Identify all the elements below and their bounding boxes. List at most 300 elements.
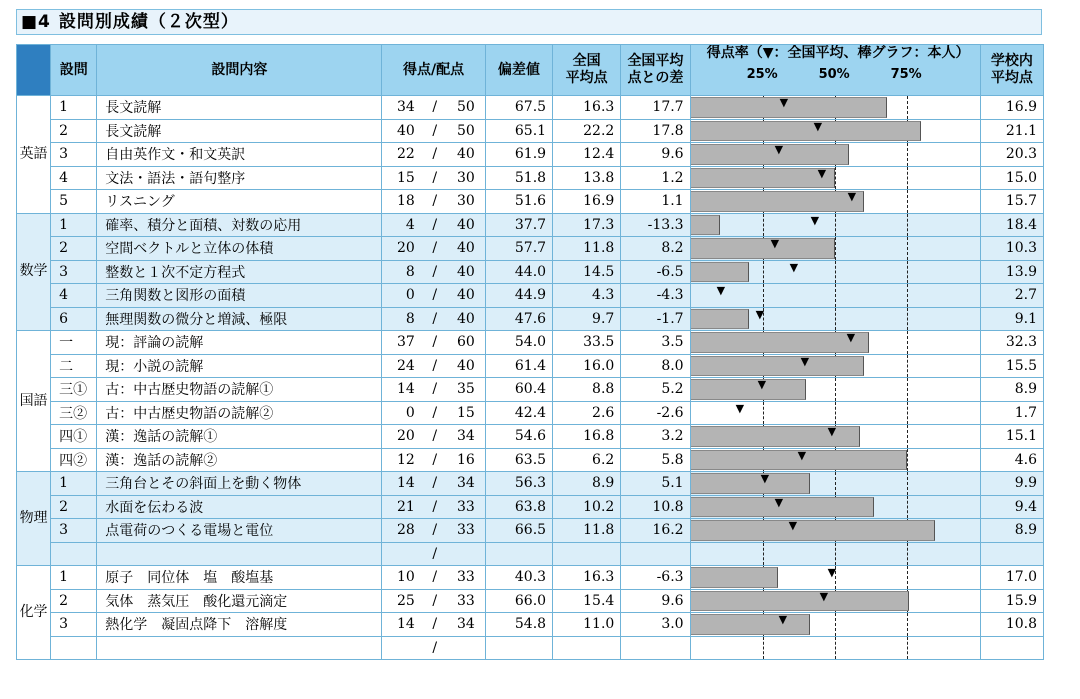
rate-bar-cell xyxy=(690,96,980,120)
score-rate-bar xyxy=(691,567,778,588)
question-number: 3 xyxy=(51,143,97,167)
national-average xyxy=(553,636,621,660)
score-cell xyxy=(382,331,485,355)
rate-ticks xyxy=(697,66,980,84)
deviation-value: 56.3 xyxy=(485,472,552,496)
score-max: 40 xyxy=(456,287,475,303)
score-cell xyxy=(382,542,485,566)
subject-label: 数学 xyxy=(17,213,51,331)
difference-value: 3.5 xyxy=(621,331,690,355)
score-max: 50 xyxy=(456,122,475,139)
school-average: 20.3 xyxy=(980,143,1043,167)
score-rate-bar xyxy=(691,144,849,165)
national-average: 10.2 xyxy=(553,495,621,519)
table-row xyxy=(17,143,1044,167)
score-max: 15 xyxy=(456,404,475,421)
deviation-value: 61.9 xyxy=(485,143,552,167)
score-got: 20 xyxy=(396,240,415,256)
rate-bar-cell xyxy=(690,472,980,496)
reference-line xyxy=(763,637,764,660)
national-average-marker: ▼ xyxy=(755,307,765,321)
table-row xyxy=(17,425,1044,449)
score-rate-bar xyxy=(691,215,720,236)
school-average: 15.0 xyxy=(980,166,1043,190)
school-average: 8.9 xyxy=(980,519,1043,543)
national-average: 22.2 xyxy=(553,119,621,143)
national-average: 4.3 xyxy=(553,284,621,308)
national-average: 17.3 xyxy=(553,213,621,237)
question-content: 熱化学 凝固点降下 溶解度 xyxy=(97,613,382,637)
question-content: 確率、積分と面積、対数の応用 xyxy=(97,213,382,237)
school-average: 15.1 xyxy=(980,425,1043,449)
deviation-value: 42.4 xyxy=(485,401,552,425)
section-title-text: 設問別成績（２次型） xyxy=(58,12,239,32)
score-cell xyxy=(382,284,485,308)
reference-line xyxy=(907,378,908,401)
header-national-average: 全国 平均点 xyxy=(553,45,621,96)
score-rate-bar xyxy=(691,168,835,189)
question-content: 漢：逸話の読解① xyxy=(97,425,382,449)
score-got: 22 xyxy=(396,146,415,162)
rate-bar-cell xyxy=(690,260,980,284)
national-average: 11.0 xyxy=(553,613,621,637)
reference-line xyxy=(763,214,764,237)
school-average: 10.8 xyxy=(980,613,1043,637)
national-average-marker: ▼ xyxy=(797,448,807,462)
score-cell xyxy=(382,260,485,284)
header-rate-label: 得点率（▼：全国平均、棒グラフ：本人） xyxy=(706,45,970,61)
national-average-marker: ▼ xyxy=(819,589,829,603)
national-average-marker: ▼ xyxy=(774,143,784,156)
question-content: 点電荷のつくる電場と電位 xyxy=(97,519,382,543)
score-rate-bar xyxy=(691,356,864,377)
deviation-value: 60.4 xyxy=(485,378,552,402)
score-cell xyxy=(382,237,485,261)
table-row xyxy=(17,378,1044,402)
table-row xyxy=(17,448,1044,472)
score-cell xyxy=(382,378,485,402)
header-deviation: 偏差値 xyxy=(485,45,552,96)
score-got: 8 xyxy=(405,263,415,280)
question-number: 2 xyxy=(51,237,97,261)
subject-label: 国語 xyxy=(17,331,51,472)
question-number xyxy=(51,636,97,660)
score-cell xyxy=(382,96,485,120)
national-average: 16.0 xyxy=(553,354,621,378)
question-number: 2 xyxy=(51,495,97,519)
rate-bar-cell xyxy=(690,542,980,566)
reference-line xyxy=(907,425,908,448)
reference-line xyxy=(835,167,836,190)
score-max: 40 xyxy=(456,310,475,327)
reference-line xyxy=(763,284,764,307)
score-cell xyxy=(382,589,485,613)
reference-line xyxy=(907,143,908,166)
deviation-value: 63.8 xyxy=(485,495,552,519)
question-content: 自由英作文・和文英訳 xyxy=(97,143,382,167)
subject-label: 化学 xyxy=(17,566,51,660)
reference-line xyxy=(763,261,764,284)
reference-line xyxy=(907,214,908,237)
deviation-value xyxy=(485,636,552,660)
reference-line xyxy=(907,284,908,307)
score-slash: / xyxy=(432,334,438,350)
deviation-value: 65.1 xyxy=(485,119,552,143)
school-average: 8.9 xyxy=(980,378,1043,402)
difference-value: 8.0 xyxy=(621,354,690,378)
rate-bar-cell xyxy=(690,190,980,214)
score-rate-bar xyxy=(691,191,864,212)
question-content: 漢：逸話の読解② xyxy=(97,448,382,472)
question-number: 1 xyxy=(51,96,97,120)
question-number: 1 xyxy=(51,472,97,496)
score-slash: / xyxy=(432,475,438,491)
header-difference: 全国平均 点との差 xyxy=(621,45,690,96)
reference-line xyxy=(835,308,836,331)
score-table xyxy=(16,44,1044,660)
table-row xyxy=(17,519,1044,543)
reference-line xyxy=(907,308,908,331)
score-max: 35 xyxy=(456,381,475,397)
score-slash: / xyxy=(432,639,438,656)
score-rate-bar xyxy=(691,97,887,118)
difference-value: 9.6 xyxy=(621,589,690,613)
score-rate-bar xyxy=(691,591,909,612)
score-rate-bar xyxy=(691,238,835,259)
school-average: 15.7 xyxy=(980,190,1043,214)
rate-bar-cell xyxy=(690,331,980,355)
national-average-marker: ▼ xyxy=(778,613,788,626)
national-average-marker: ▼ xyxy=(788,519,798,532)
tick-75: 75% xyxy=(890,67,922,82)
reference-line xyxy=(835,637,836,660)
difference-value: -1.7 xyxy=(621,307,690,331)
national-average-marker: ▼ xyxy=(817,166,827,180)
subject-label: 物理 xyxy=(17,472,51,566)
rate-bar-cell xyxy=(690,237,980,261)
question-number: 4 xyxy=(51,284,97,308)
reference-line xyxy=(907,261,908,284)
question-number: 2 xyxy=(51,119,97,143)
deviation-value: 54.8 xyxy=(485,613,552,637)
question-number: 1 xyxy=(51,213,97,237)
score-got: 18 xyxy=(396,193,415,209)
deviation-value: 61.4 xyxy=(485,354,552,378)
reference-line xyxy=(907,449,908,472)
header-rate xyxy=(690,45,980,96)
score-slash: / xyxy=(432,169,438,186)
score-slash: / xyxy=(432,216,438,233)
national-average: 8.8 xyxy=(553,378,621,402)
score-cell xyxy=(382,166,485,190)
reference-line xyxy=(763,543,764,566)
national-average: 16.3 xyxy=(553,96,621,120)
question-number xyxy=(51,542,97,566)
difference-value xyxy=(621,636,690,660)
table-row xyxy=(17,96,1044,120)
reference-line xyxy=(907,190,908,213)
deviation-value xyxy=(485,542,552,566)
tick-50: 50% xyxy=(818,67,850,82)
school-average: 9.1 xyxy=(980,307,1043,331)
reference-line xyxy=(835,237,836,260)
question-content: 古：中古歴史物語の読解① xyxy=(97,378,382,402)
school-average: 4.6 xyxy=(980,448,1043,472)
school-average: 2.7 xyxy=(980,284,1043,308)
score-cell xyxy=(382,495,485,519)
national-average-marker: ▼ xyxy=(760,472,770,485)
rate-bar-cell xyxy=(690,354,980,378)
question-number: 1 xyxy=(51,566,97,590)
score-slash: / xyxy=(432,616,438,632)
reference-line xyxy=(907,613,908,636)
table-row-blank xyxy=(17,636,1044,660)
national-average: 14.5 xyxy=(553,260,621,284)
score-got: 0 xyxy=(405,404,415,421)
header-content: 設問内容 xyxy=(97,45,382,96)
score-got: 10 xyxy=(396,569,415,585)
score-got: 24 xyxy=(396,357,415,374)
school-average: 16.9 xyxy=(980,96,1043,120)
score-slash: / xyxy=(432,240,438,256)
national-average-marker: ▼ xyxy=(847,190,857,203)
national-average: 33.5 xyxy=(553,331,621,355)
question-number: 5 xyxy=(51,190,97,214)
score-slash: / xyxy=(432,404,438,421)
question-content: 三角関数と図形の面積 xyxy=(97,284,382,308)
question-content: 空間ベクトルと立体の体積 xyxy=(97,237,382,261)
score-slash: / xyxy=(432,592,438,609)
difference-value: -6.5 xyxy=(621,260,690,284)
national-average-marker: ▼ xyxy=(800,354,810,368)
national-average: 13.8 xyxy=(553,166,621,190)
rate-bar-cell xyxy=(690,284,980,308)
difference-value: 17.8 xyxy=(621,119,690,143)
score-slash: / xyxy=(432,122,438,139)
school-average: 21.1 xyxy=(980,119,1043,143)
question-content: 無理関数の微分と増減、極限 xyxy=(97,307,382,331)
table-row xyxy=(17,331,1044,355)
table-header-row xyxy=(17,45,1044,96)
rate-bar-cell xyxy=(690,613,980,637)
score-slash: / xyxy=(432,99,438,115)
tick-25: 25% xyxy=(746,67,778,82)
reference-line xyxy=(763,402,764,425)
score-got: 0 xyxy=(405,287,415,303)
score-max: 40 xyxy=(456,216,475,233)
score-got: 34 xyxy=(396,99,415,115)
question-content: 原子 同位体 塩 酸塩基 xyxy=(97,566,382,590)
score-got: 25 xyxy=(396,592,415,609)
national-average-marker: ▼ xyxy=(779,96,789,109)
score-max: 30 xyxy=(456,169,475,186)
score-slash: / xyxy=(432,146,438,162)
table-row xyxy=(17,237,1044,261)
score-max: 16 xyxy=(456,451,475,468)
difference-value: 16.2 xyxy=(621,519,690,543)
difference-value: 3.2 xyxy=(621,425,690,449)
question-number: 3 xyxy=(51,613,97,637)
school-average: 32.3 xyxy=(980,331,1043,355)
header-corner xyxy=(17,45,51,96)
reference-line xyxy=(907,472,908,495)
difference-value: 1.2 xyxy=(621,166,690,190)
deviation-value: 51.6 xyxy=(485,190,552,214)
reference-line xyxy=(835,613,836,636)
question-content xyxy=(97,636,382,660)
score-cell xyxy=(382,119,485,143)
deviation-value: 44.0 xyxy=(485,260,552,284)
school-average: 18.4 xyxy=(980,213,1043,237)
rate-bar-cell xyxy=(690,566,980,590)
question-number: 三② xyxy=(51,401,97,425)
score-got: 4 xyxy=(405,216,415,233)
question-content: 長文読解 xyxy=(97,96,382,120)
deviation-value: 57.7 xyxy=(485,237,552,261)
difference-value: -13.3 xyxy=(621,213,690,237)
score-rate-bar xyxy=(691,379,806,400)
school-average: 9.4 xyxy=(980,495,1043,519)
rate-bar-cell xyxy=(690,119,980,143)
difference-value: -2.6 xyxy=(621,401,690,425)
difference-value: 5.2 xyxy=(621,378,690,402)
reference-line xyxy=(835,214,836,237)
score-rate-bar xyxy=(691,473,810,494)
score-got: 12 xyxy=(396,451,415,468)
score-cell xyxy=(382,472,485,496)
score-got: 14 xyxy=(396,616,415,632)
deviation-value: 54.0 xyxy=(485,331,552,355)
table-row xyxy=(17,284,1044,308)
deviation-value: 63.5 xyxy=(485,448,552,472)
score-cell xyxy=(382,354,485,378)
deviation-value: 44.9 xyxy=(485,284,552,308)
reference-line xyxy=(835,378,836,401)
national-average-marker: ▼ xyxy=(735,401,745,415)
score-slash: / xyxy=(432,263,438,280)
school-average: 10.3 xyxy=(980,237,1043,261)
national-average-marker: ▼ xyxy=(774,495,784,509)
table-row xyxy=(17,472,1044,496)
table-row xyxy=(17,119,1044,143)
score-slash: / xyxy=(432,498,438,515)
section-title xyxy=(16,9,1042,35)
rate-bar-cell xyxy=(690,213,980,237)
reference-line xyxy=(907,355,908,378)
reference-line xyxy=(835,472,836,495)
score-got: 21 xyxy=(396,498,415,515)
school-average: 1.7 xyxy=(980,401,1043,425)
difference-value: 8.2 xyxy=(621,237,690,261)
reference-line xyxy=(835,543,836,566)
score-slash: / xyxy=(432,428,438,444)
national-average: 8.9 xyxy=(553,472,621,496)
reference-line xyxy=(907,96,908,119)
question-content: 古：中古歴史物語の読解② xyxy=(97,401,382,425)
reference-line xyxy=(835,284,836,307)
table-row xyxy=(17,354,1044,378)
score-got: 40 xyxy=(396,122,415,139)
national-average-marker: ▼ xyxy=(757,378,767,391)
score-slash: / xyxy=(432,569,438,585)
score-rate-bar xyxy=(691,121,921,142)
table-row-blank xyxy=(17,542,1044,566)
score-rate-bar xyxy=(691,520,935,541)
national-average-marker: ▼ xyxy=(827,566,837,579)
school-average xyxy=(980,542,1043,566)
national-average-marker: ▼ xyxy=(789,260,799,274)
table-row xyxy=(17,260,1044,284)
national-average-marker: ▼ xyxy=(846,331,856,344)
score-max: 33 xyxy=(456,498,475,515)
score-max: 40 xyxy=(456,263,475,280)
score-max: 40 xyxy=(456,240,475,256)
rate-bar-cell xyxy=(690,495,980,519)
score-slash: / xyxy=(432,357,438,374)
question-number: 4 xyxy=(51,166,97,190)
deviation-value: 40.3 xyxy=(485,566,552,590)
score-slash: / xyxy=(432,522,438,538)
reference-line xyxy=(907,566,908,589)
deviation-value: 54.6 xyxy=(485,425,552,449)
rate-bar-cell xyxy=(690,166,980,190)
difference-value xyxy=(621,542,690,566)
school-average: 9.9 xyxy=(980,472,1043,496)
score-cell xyxy=(382,519,485,543)
school-average xyxy=(980,636,1043,660)
national-average-marker: ▼ xyxy=(827,425,837,438)
rate-bar-cell xyxy=(690,519,980,543)
header-school-average: 学校内 平均点 xyxy=(980,45,1043,96)
difference-value: 10.8 xyxy=(621,495,690,519)
deviation-value: 66.5 xyxy=(485,519,552,543)
table-row xyxy=(17,613,1044,637)
school-average: 15.5 xyxy=(980,354,1043,378)
table-row xyxy=(17,566,1044,590)
difference-value: 1.1 xyxy=(621,190,690,214)
question-content: 水面を伝わる波 xyxy=(97,495,382,519)
rate-bar-cell xyxy=(690,401,980,425)
rate-bar-cell xyxy=(690,143,980,167)
score-max: 40 xyxy=(456,146,475,162)
reference-line xyxy=(907,167,908,190)
deviation-value: 47.6 xyxy=(485,307,552,331)
score-max: 34 xyxy=(456,428,475,444)
score-max: 40 xyxy=(456,357,475,374)
reference-line xyxy=(835,261,836,284)
school-average: 13.9 xyxy=(980,260,1043,284)
national-average: 16.9 xyxy=(553,190,621,214)
table-row xyxy=(17,190,1044,214)
table-row xyxy=(17,589,1044,613)
national-average: 11.8 xyxy=(553,237,621,261)
question-content: 整数と１次不定方程式 xyxy=(97,260,382,284)
score-max: 33 xyxy=(456,592,475,609)
difference-value: -6.3 xyxy=(621,566,690,590)
question-content: リスニング xyxy=(97,190,382,214)
score-got: 37 xyxy=(396,334,415,350)
school-average: 17.0 xyxy=(980,566,1043,590)
header-score: 得点/配点 xyxy=(382,45,485,96)
difference-value: 9.6 xyxy=(621,143,690,167)
score-max: 30 xyxy=(456,193,475,209)
national-average-marker: ▼ xyxy=(716,284,726,297)
question-content: 現：小説の読解 xyxy=(97,354,382,378)
difference-value: 3.0 xyxy=(621,613,690,637)
reference-line xyxy=(907,496,908,519)
reference-line xyxy=(907,331,908,354)
difference-value: 17.7 xyxy=(621,96,690,120)
